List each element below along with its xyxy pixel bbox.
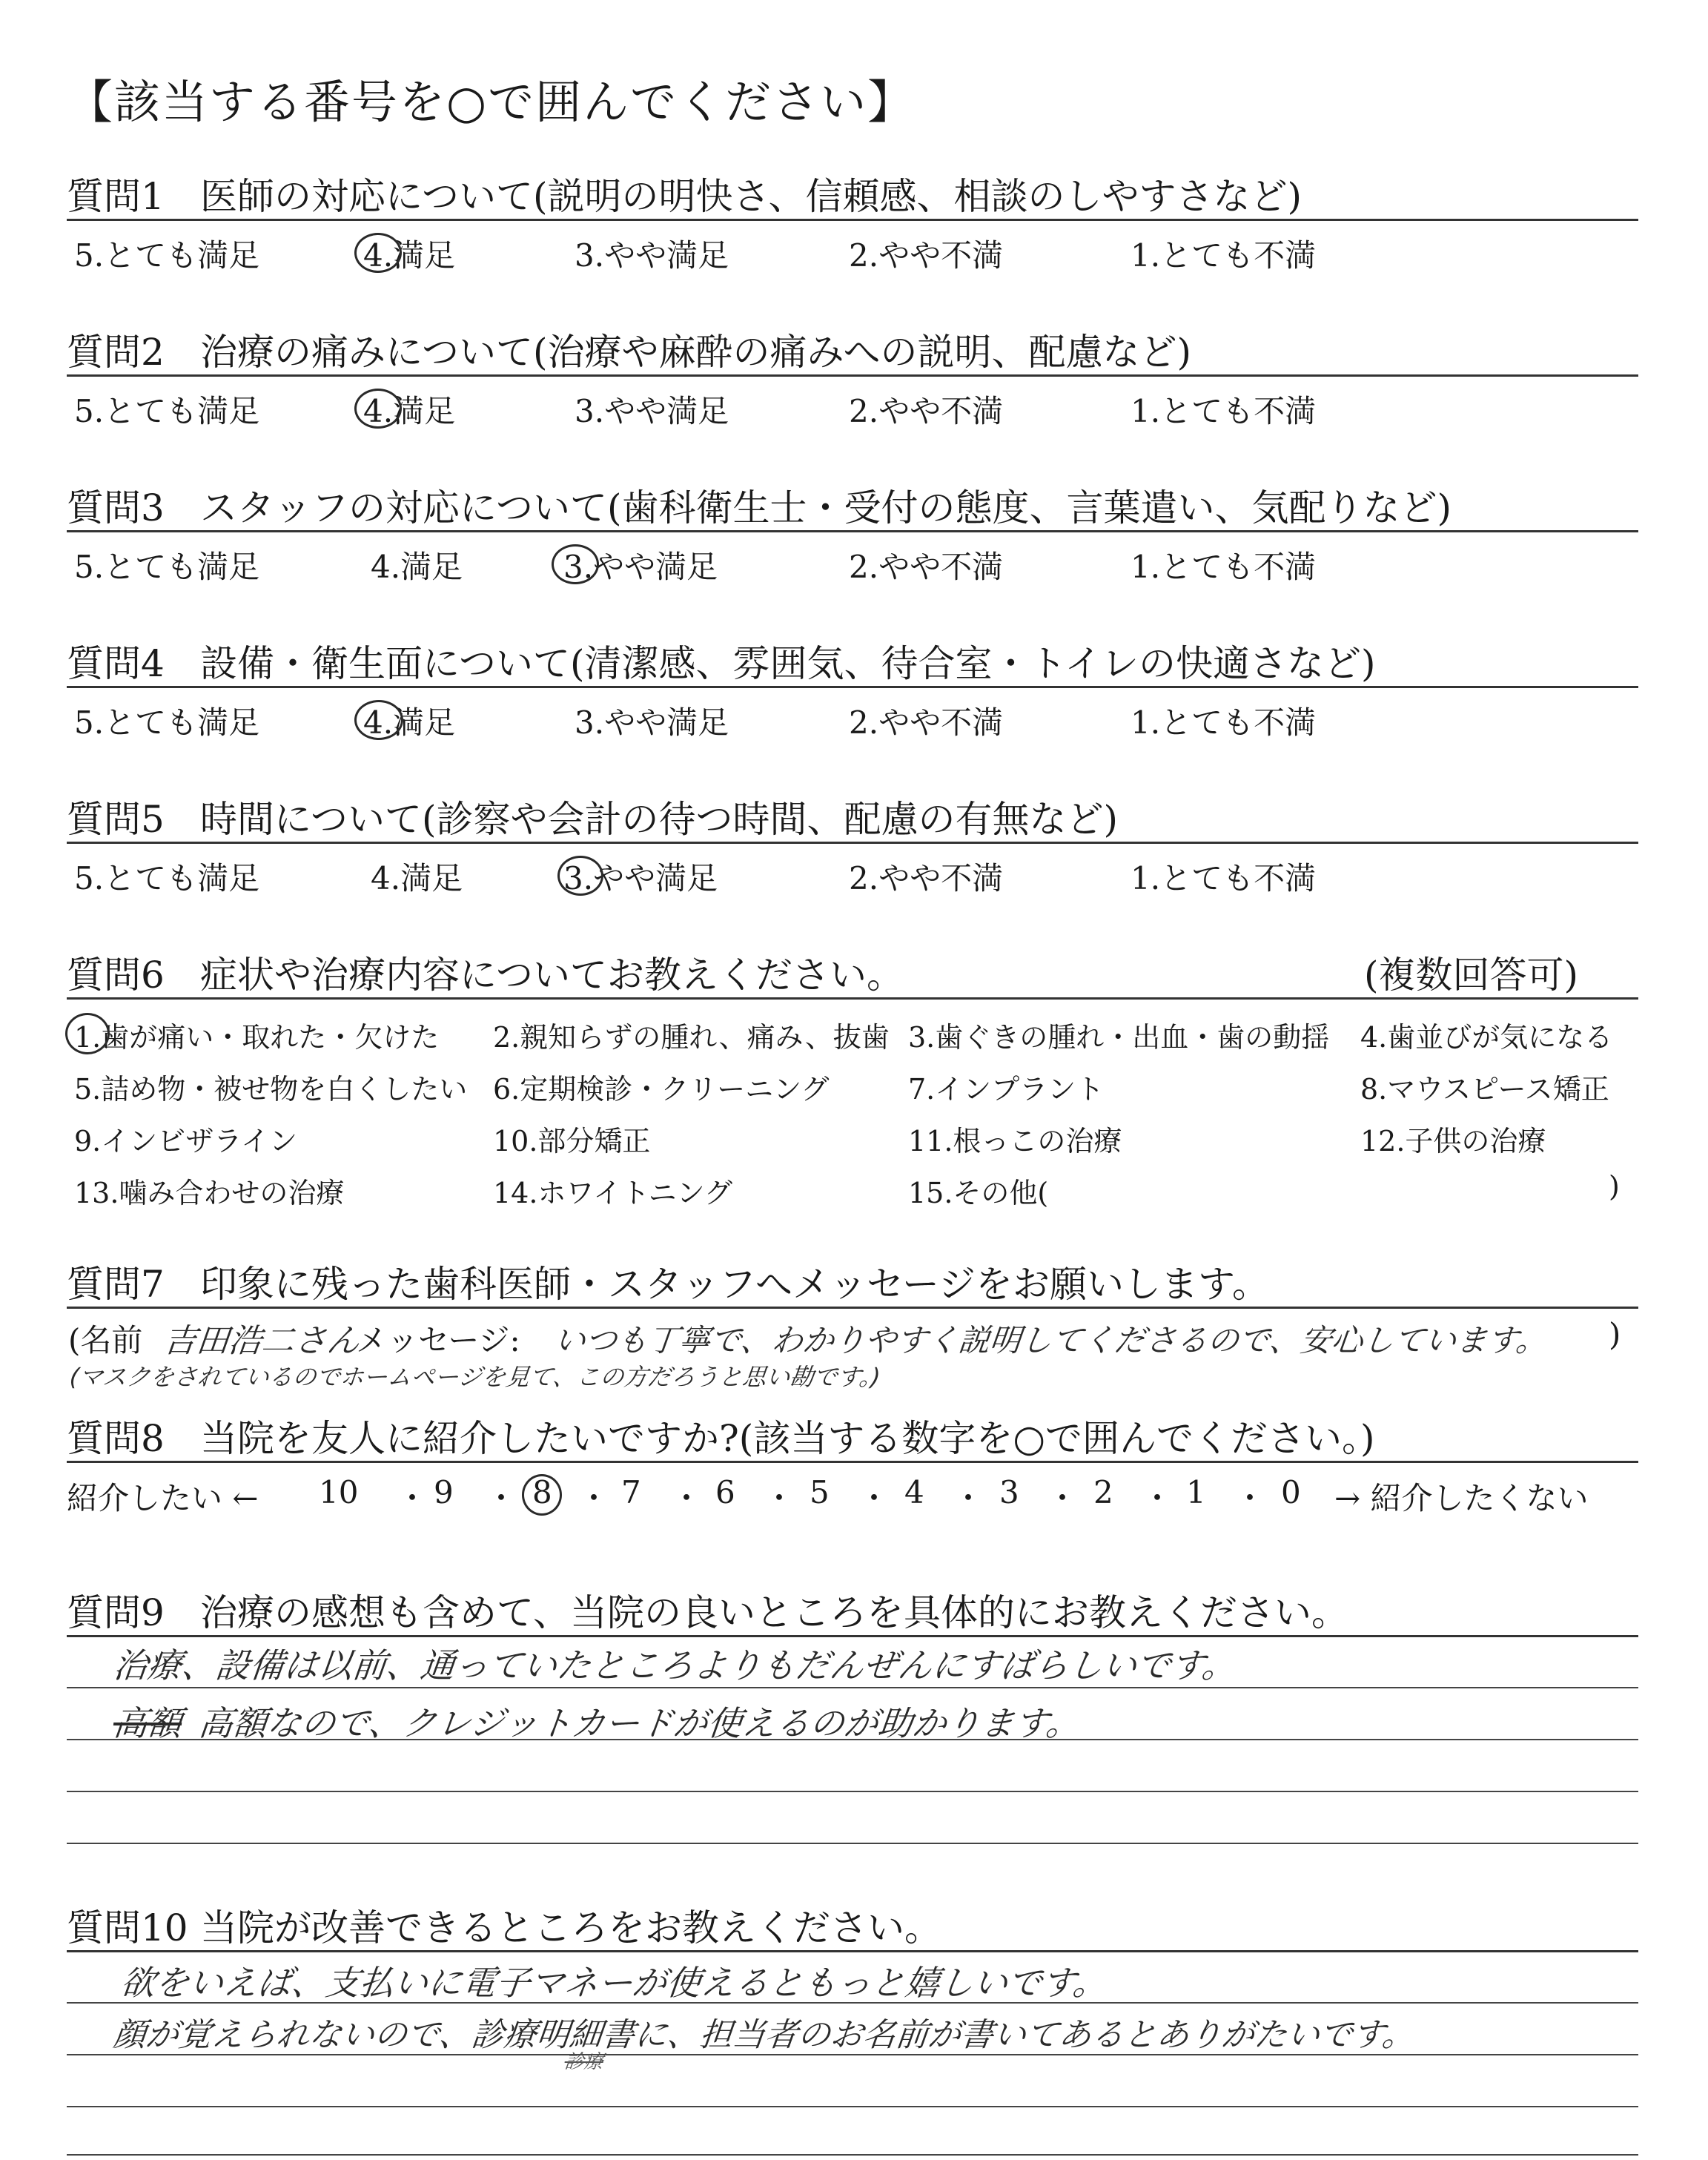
symptom-item-2[interactable]: 2.親知らずの腫れ、痛み、抜歯 (493, 1021, 890, 1054)
question-5 (67, 790, 1118, 843)
option-3[interactable]: 3.やや満足 (575, 237, 729, 274)
score-separator: ・ (671, 1480, 703, 1516)
question-text: 当院が改善できるところをお教えください。 (200, 1906, 941, 1949)
score-separator: ・ (1047, 1480, 1079, 1516)
option-5[interactable]: 5.とても満足 (74, 704, 260, 741)
symptom-item-6[interactable]: 6.定期検診・クリーニング (493, 1073, 830, 1106)
question-text: 治療の痛みについて(治療や麻酔の痛みへの説明、配慮など) (200, 331, 1192, 374)
writing-line (67, 1739, 1638, 1740)
question-text: 治療の感想も含めて、当院の良いところを具体的にお教えください。 (200, 1591, 1348, 1634)
question-number: 質問1 (67, 175, 165, 218)
symptom-item-1[interactable]: 1.歯が痛い・取れた・欠けた (74, 1021, 440, 1054)
divider (67, 219, 1638, 221)
selection-circle (354, 233, 402, 273)
symptom-item-15[interactable]: 15.その他( (908, 1177, 1049, 1209)
question-4 (67, 634, 1376, 687)
message-handwritten: いつも丁寧で、わかりやすく説明してくださるので、安心しています。 (552, 1322, 1549, 1358)
option-5[interactable]: 5.とても満足 (74, 237, 260, 274)
option-2[interactable]: 2.やや不満 (849, 704, 1004, 741)
option-5[interactable]: 5.とても満足 (74, 860, 260, 896)
score-10[interactable]: 10 (319, 1474, 359, 1510)
score-separator: ・ (1142, 1480, 1174, 1516)
selection-circle (354, 700, 403, 740)
option-1[interactable]: 1.とても不満 (1131, 393, 1317, 429)
option-5[interactable]: 5.とても満足 (74, 549, 260, 585)
answer-line-2: 高額なので、クレジットカードが使えるのが助かります。 (196, 1703, 1082, 1743)
option-4[interactable]: 4.満足 (371, 860, 463, 896)
divider (67, 1950, 1638, 1952)
symptom-item-3[interactable]: 3.歯ぐきの腫れ・出血・歯の動揺 (908, 1021, 1330, 1054)
question-6 (67, 945, 904, 999)
option-4[interactable]: 4.満足 (363, 237, 456, 274)
name-label: (名前 (68, 1322, 143, 1358)
recommend-right-label: → 紹介したくない (1334, 1480, 1589, 1516)
option-3[interactable]: 3.やや満足 (563, 860, 718, 896)
question-text: 設備・衛生面について(清潔感、雰囲気、待合室・トイレの快適さなど) (200, 642, 1376, 685)
staff-name-handwritten: 吉田浩二さん (162, 1322, 362, 1360)
score-separator: ・ (578, 1480, 610, 1516)
option-2[interactable]: 2.やや不満 (849, 237, 1004, 274)
symptom-item-8[interactable]: 8.マウスピース矯正 (1360, 1073, 1609, 1106)
option-4[interactable]: 4.満足 (363, 704, 456, 741)
option-4[interactable]: 4.満足 (363, 393, 456, 429)
score-separator: ・ (397, 1480, 428, 1516)
question-9 (67, 1583, 1348, 1636)
writing-line (67, 1687, 1638, 1688)
option-3[interactable]: 3.やや満足 (575, 393, 729, 429)
writing-line (67, 1843, 1638, 1844)
score-5[interactable]: 5 (810, 1474, 830, 1510)
score-8[interactable]: 8 (532, 1474, 552, 1510)
question-text: 当院を友人に紹介したいですか?(該当する数字を○で囲んでください。) (200, 1417, 1375, 1460)
page-title: 【該当する番号を○で囲んでください】 (67, 75, 916, 129)
score-separator: ・ (858, 1480, 890, 1516)
symptom-item-5[interactable]: 5.詰め物・被せ物を白くしたい (74, 1073, 468, 1106)
question-number: 質問5 (67, 798, 165, 841)
symptom-item-4[interactable]: 4.歯並びが気になる (1360, 1021, 1613, 1054)
divider (67, 530, 1638, 532)
score-6[interactable]: 6 (715, 1474, 735, 1510)
answer-line-1: 欲をいえば、支払いに電子マネーが使えるともっと嬉しいです。 (119, 1963, 1110, 2003)
divider (67, 1635, 1638, 1637)
score-3[interactable]: 3 (999, 1474, 1019, 1510)
question-text: 時間について(診察や会計の待つ時間、配慮の有無など) (200, 798, 1119, 841)
question-2 (67, 323, 1191, 376)
question-1 (67, 167, 1302, 220)
score-7[interactable]: 7 (621, 1474, 641, 1510)
score-separator: ・ (953, 1480, 984, 1516)
struck-word: 高額 (111, 1703, 184, 1743)
other-close-paren: ) (1609, 1170, 1620, 1203)
option-1[interactable]: 1.とても不満 (1131, 704, 1317, 741)
score-separator: ・ (1234, 1480, 1266, 1516)
question-text: 印象に残った歯科医師・スタッフへメッセージをお願いします。 (200, 1263, 1269, 1306)
symptom-item-13[interactable]: 13.噛み合わせの治療 (74, 1177, 345, 1209)
question-text: 医師の対応について(説明の明快さ、信頼感、相談のしやすさなど) (200, 175, 1302, 218)
question-text: 症状や治療内容についてお教えください。 (200, 954, 904, 997)
divider (67, 842, 1638, 844)
writing-line (67, 2002, 1638, 2004)
selection-circle (557, 856, 603, 896)
score-2[interactable]: 2 (1093, 1474, 1113, 1510)
message-note-handwritten: (マスクをされているのでホームページを見て、この方だろうと思い勘です。) (68, 1363, 882, 1391)
score-separator: ・ (486, 1480, 517, 1516)
question-text: スタッフの対応について(歯科衛生士・受付の態度、言葉遣い、気配りなど) (200, 486, 1452, 529)
selection-circle (354, 389, 402, 429)
option-2[interactable]: 2.やや不満 (849, 549, 1004, 585)
message-label: メッセージ: (356, 1322, 520, 1358)
score-9[interactable]: 9 (434, 1474, 454, 1510)
symptom-item-14[interactable]: 14.ホワイトニング (493, 1177, 733, 1209)
question-8 (67, 1409, 1374, 1462)
multiple-answers-note: (複数回答可) (1364, 954, 1579, 997)
question-7 (67, 1255, 1269, 1308)
option-3[interactable]: 3.やや満足 (575, 704, 729, 741)
writing-line (67, 1791, 1638, 1792)
question-number: 質問10 (67, 1906, 188, 1949)
question-number: 質問6 (67, 954, 165, 997)
answer-line-1: 治療、設備は以前、通っていたところよりもだんぜんにすばらしいです。 (111, 1645, 1239, 1685)
score-0[interactable]: 0 (1281, 1474, 1301, 1510)
question-number: 質問9 (67, 1591, 165, 1634)
question-number: 質問7 (67, 1263, 165, 1306)
selection-circle (552, 544, 599, 584)
option-1[interactable]: 1.とても不満 (1131, 549, 1317, 585)
symptom-item-9[interactable]: 9.インビザライン (74, 1125, 298, 1157)
question-10 (67, 1898, 941, 1952)
option-4[interactable]: 4.満足 (371, 549, 463, 585)
selection-circle (65, 1013, 110, 1054)
score-separator: ・ (764, 1480, 795, 1516)
question-number: 質問8 (67, 1417, 165, 1460)
answer-line-2: 顔が覚えられないので、診療明細書に、担当者のお名前が書いてあるとありがたいです。 (111, 2016, 1417, 2054)
score-1[interactable]: 1 (1186, 1474, 1206, 1510)
symptom-item-11[interactable]: 11.根っこの治療 (908, 1125, 1122, 1157)
option-2[interactable]: 2.やや不満 (849, 860, 1004, 896)
divider (67, 686, 1638, 688)
symptom-item-7[interactable]: 7.インプラント (908, 1073, 1105, 1106)
writing-line (67, 2106, 1638, 2107)
question-3 (67, 478, 1452, 532)
struck-word: 診療 (563, 2051, 605, 2073)
option-2[interactable]: 2.やや不満 (849, 393, 1004, 429)
score-4[interactable]: 4 (904, 1474, 924, 1510)
divider (67, 997, 1638, 1000)
symptom-item-10[interactable]: 10.部分矯正 (493, 1125, 651, 1157)
symptom-item-12[interactable]: 12.子供の治療 (1360, 1125, 1546, 1157)
option-5[interactable]: 5.とても満足 (74, 393, 260, 429)
question-number: 質問3 (67, 486, 165, 529)
option-1[interactable]: 1.とても不満 (1131, 860, 1317, 896)
selection-circle (522, 1474, 562, 1516)
recommend-left-label: 紹介したい ← (67, 1480, 259, 1516)
option-1[interactable]: 1.とても不満 (1131, 237, 1317, 274)
question-number: 質問2 (67, 331, 165, 374)
divider (67, 1307, 1638, 1309)
divider (67, 374, 1638, 377)
writing-line (67, 2054, 1638, 2055)
option-3[interactable]: 3.やや満足 (563, 549, 718, 585)
writing-line (67, 2154, 1638, 2156)
question-number: 質問4 (67, 642, 165, 685)
message-close-paren: ) (1609, 1316, 1621, 1353)
divider (67, 1461, 1638, 1463)
